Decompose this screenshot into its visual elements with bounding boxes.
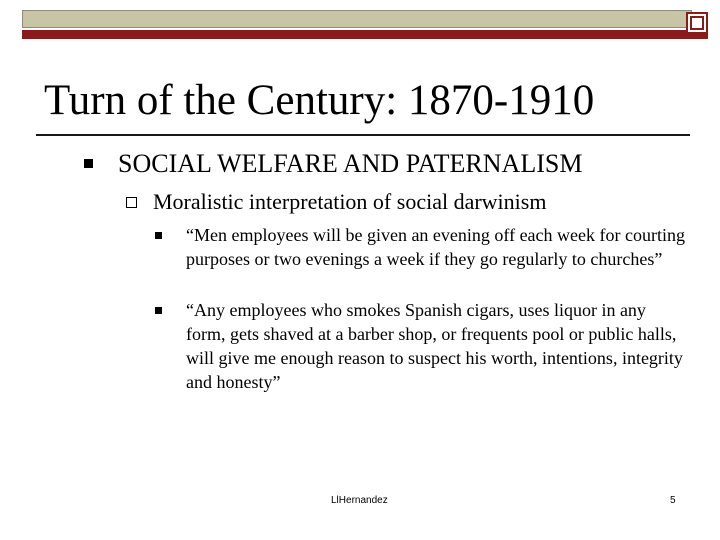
bullet-level2-text: Moralistic interpretation of social darwinism [153,189,547,214]
bullet-level3-text-2: “Any employees who smokes Spanish cigars, uses liquor in any form, gets shaved at a barber shop, or frequents pool or public halls, will give me enough reason to suspect his worth, intentions, integrity and honesty” [186,300,683,392]
bullet-level1-text: SOCIAL WELFARE AND PATERNALISM [118,149,583,178]
title-divider [36,134,690,136]
header-red-line [22,30,708,39]
square-bullet-icon [84,159,93,168]
hollow-square-bullet-icon [126,197,137,208]
footer-author: LlHernandez [331,495,388,506]
slide-title: Turn of the Century: 1870-1910 [44,77,595,124]
slide-page-number: 5 [670,495,676,506]
header-tan-band [22,10,692,28]
small-square-bullet-icon [155,232,162,239]
header-inner-square-icon [690,16,704,30]
decorative-header-bar [0,0,720,45]
bullet-level3-text-1: “Men employees will be given an evening off each week for courting purposes or two evenings a week if they go regularly to churches” [186,225,685,269]
small-square-bullet-icon [155,307,162,314]
